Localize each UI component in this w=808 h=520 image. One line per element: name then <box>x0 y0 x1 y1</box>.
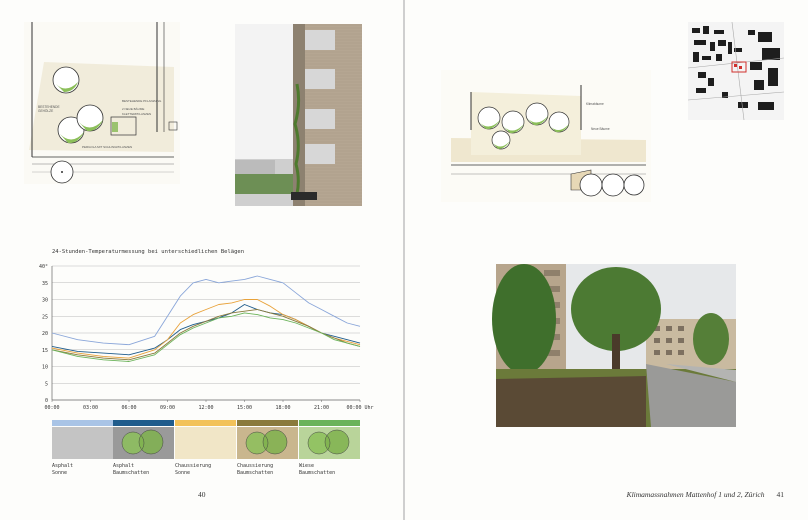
x-tick-label: 06:00 <box>121 405 137 411</box>
legend-color-bar <box>52 420 113 426</box>
legend-surface-swatch <box>299 427 360 459</box>
legend-color-bar <box>299 420 360 426</box>
x-tick-label: 00:00 <box>44 405 60 411</box>
legend-item <box>237 420 298 476</box>
running-title: Klimamassnahmen Mattenhof 1 und 2, Zürich <box>626 490 765 499</box>
sketch-note-new-trees: 2 NEUE BÄUME <box>122 107 145 111</box>
svg-text:GEHÖLZE: GEHÖLZE <box>38 109 54 113</box>
svg-text:BESTEHENDE: BESTEHENDE <box>38 105 60 109</box>
legend-item <box>52 420 113 476</box>
series-line <box>52 310 360 360</box>
y-tick-label: 0 <box>44 398 48 404</box>
legend-label: Wiese Baumschatten <box>299 463 336 476</box>
y-tick-label: 5 <box>44 381 48 388</box>
page-number-left: 40 <box>198 490 206 499</box>
y-tick-label: 20 <box>41 331 48 337</box>
running-footer <box>627 490 784 499</box>
legend-color-bar <box>237 420 298 426</box>
legend-label: Asphalt Sonne <box>52 463 74 476</box>
legend-surface-swatch <box>175 427 236 459</box>
tree-shade-icon <box>113 427 174 459</box>
sketch-note-pergola: PERGOLA MIT SCHLINGPFLANZEN <box>82 145 133 149</box>
legend-label: Chaussierung Sonne <box>175 463 212 476</box>
chart-title: 24-Stunden-Temperaturmessung bei unterschiedlichen Belägen <box>52 249 245 255</box>
y-tick-label: 25 <box>41 314 48 321</box>
tree-shade-icon <box>299 427 360 459</box>
location-map <box>688 22 784 120</box>
legend-item <box>175 420 236 476</box>
x-tick-label: 18:00 <box>275 405 291 411</box>
x-tick-label: 15:00 <box>236 405 253 411</box>
legend-label: Asphalt Baumschatten <box>113 463 150 476</box>
x-tick-label: 12:00 <box>198 405 214 411</box>
y-tick-label: 15 <box>41 347 48 354</box>
x-tick-label: 03:00 <box>82 405 99 411</box>
series-line <box>52 313 360 362</box>
y-tick-label: 10 <box>41 364 48 371</box>
facade-photo <box>235 24 362 206</box>
legend-surface-swatch <box>237 427 298 459</box>
y-tick-label: 40° <box>38 264 48 270</box>
page-number-right: 41 <box>776 490 784 499</box>
legend-surface-swatch <box>113 427 174 459</box>
sketch-note-climbing-plants: KLETTERPFLANZEN <box>122 112 152 116</box>
legend-color-bar <box>175 420 236 426</box>
temperature-chart <box>30 260 374 415</box>
legend-color-bar <box>113 420 174 426</box>
y-tick-label: 35 <box>41 280 48 287</box>
y-tick-label: 30 <box>41 297 48 304</box>
right-page <box>405 0 808 520</box>
site-plan-sketch-left <box>24 22 180 184</box>
tree-shade-icon <box>237 427 298 459</box>
x-tick-label: 00:00 Uhr <box>346 405 374 411</box>
site-plan-sketch-right <box>441 70 651 202</box>
legend-surface-swatch <box>52 427 113 459</box>
courtyard-photo <box>496 264 736 427</box>
sketch-note-existing-planting: BESTEHENDE PFLANZUNG <box>122 99 162 103</box>
x-tick-label: 09:00 <box>159 405 176 411</box>
left-page <box>0 0 403 520</box>
series-line <box>52 276 360 345</box>
legend-label: Chaussierung Baumschatten <box>237 463 274 476</box>
legend-item <box>113 420 174 476</box>
legend-item <box>299 420 360 476</box>
svg-text:Neue Bäume: Neue Bäume <box>591 127 610 131</box>
svg-text:Klimabäume: Klimabäume <box>586 102 604 106</box>
x-tick-label: 21:00 <box>313 405 330 411</box>
